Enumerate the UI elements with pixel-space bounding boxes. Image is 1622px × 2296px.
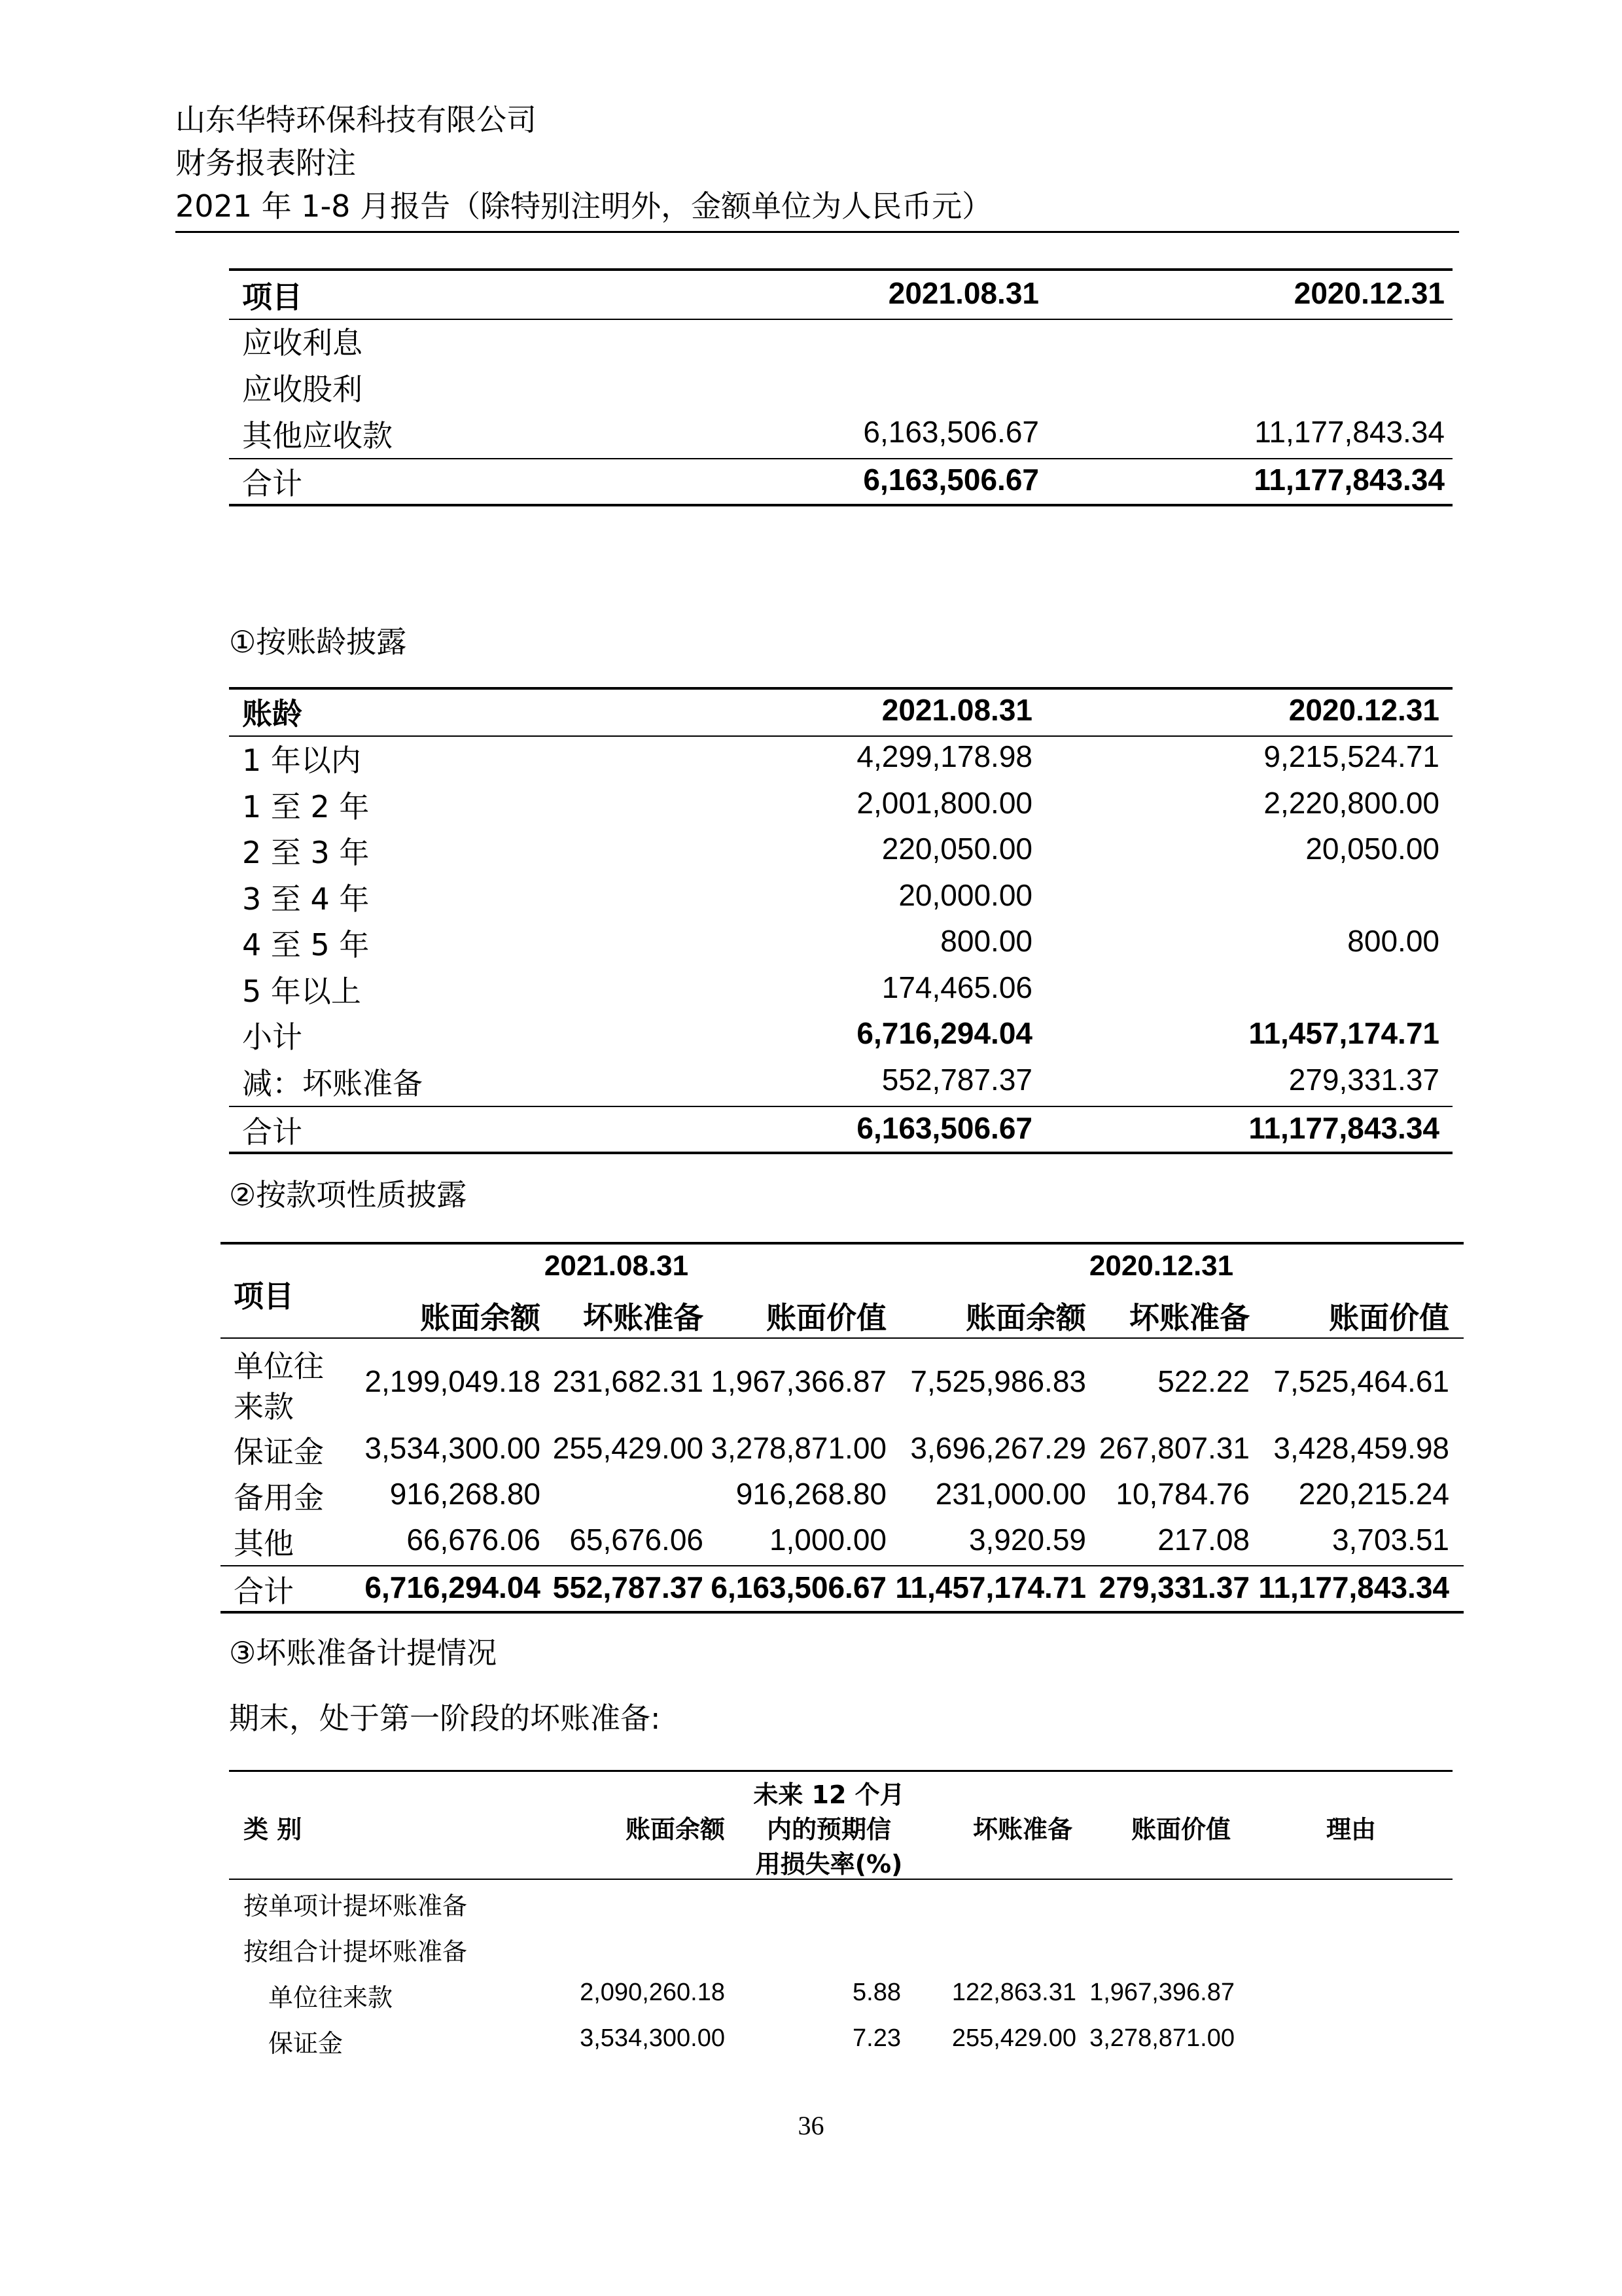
cell-value: 255,429.00	[951, 2024, 1076, 2052]
cell-value: 6,163,506.67	[863, 415, 1039, 449]
cell-value: 800.00	[940, 924, 1032, 958]
column-subheader: 坏账准备	[1129, 1300, 1250, 1335]
subtotal-value: 11,457,174.71	[1248, 1016, 1439, 1050]
cell-value: 255,429.00	[552, 1431, 703, 1465]
total-value: 11,177,843.34	[1258, 1570, 1449, 1604]
cell-value: 3,534,300.00	[580, 2024, 725, 2052]
column-header: 用损失率(%)	[755, 1850, 903, 1879]
cell-value: 122,863.31	[951, 1979, 1076, 2006]
cell-value: 2,220,800.00	[1263, 785, 1439, 820]
table-bottom-rule	[229, 1152, 1453, 1154]
aging-section-title: ①按账龄披露	[229, 624, 407, 660]
column-header: 账龄	[242, 696, 302, 732]
row-label: 单位往来款	[268, 1983, 393, 2012]
cell-value: 7,525,986.83	[910, 1364, 1086, 1398]
cell-value: 2,001,800.00	[856, 785, 1032, 820]
table-bottom-rule	[220, 1611, 1464, 1614]
total-label: 合计	[242, 1114, 302, 1150]
row-label: 按单项计提坏账准备	[243, 1892, 468, 1920]
cell-value: 1,967,366.87	[711, 1364, 887, 1398]
company-name: 山东华特环保科技有限公司	[175, 102, 537, 137]
column-subheader: 账面价值	[766, 1300, 887, 1335]
cell-value: 3,278,871.00	[711, 1431, 887, 1465]
cell-value: 66,676.06	[406, 1523, 540, 1557]
period-header: 2021.08.31	[544, 1250, 689, 1282]
cell-value: 20,000.00	[898, 877, 1032, 912]
aging-bucket-label: 2 至 3 年	[242, 835, 370, 870]
column-header: 未来 12 个月	[753, 1780, 905, 1809]
total-label: 合计	[242, 466, 302, 501]
cell-value: 2,199,049.18	[364, 1364, 540, 1398]
row-label: 备用金	[234, 1480, 324, 1515]
cell-value: 65,676.06	[569, 1523, 703, 1557]
cell-value: 174,465.06	[881, 970, 1032, 1004]
row-label: 按组合计提坏账准备	[243, 1937, 468, 1966]
row-label: 保证金	[234, 1434, 324, 1470]
column-subheader: 账面余额	[966, 1300, 1086, 1335]
subtotal-label: 小计	[242, 1019, 302, 1055]
header-rule	[220, 1337, 1464, 1339]
row-label: 其他应收款	[242, 418, 393, 453]
column-header: 2021.08.31	[881, 693, 1032, 727]
cell-value: 7.23	[853, 2024, 901, 2052]
total-value: 11,457,174.71	[895, 1570, 1086, 1604]
row-label: 应收股利	[242, 372, 362, 407]
cell-value: 5.88	[853, 1979, 901, 2006]
cell-value: 3,428,459.98	[1273, 1431, 1449, 1465]
aging-bucket-label: 3 至 4 年	[242, 881, 370, 917]
table-top-rule	[220, 1242, 1464, 1245]
cell-value: 3,920.59	[968, 1523, 1086, 1557]
subtotal-value: 6,716,294.04	[856, 1016, 1032, 1050]
column-header: 账面价值	[1131, 1815, 1231, 1844]
cell-value: 800.00	[1347, 924, 1439, 958]
column-header: 2020.12.31	[1294, 276, 1445, 310]
total-value: 552,787.37	[552, 1570, 703, 1604]
column-header: 2020.12.31	[1288, 693, 1439, 727]
row-label: 来款	[234, 1389, 294, 1424]
cell-value: 217.08	[1157, 1523, 1250, 1557]
cell-value: 220,050.00	[881, 832, 1032, 866]
row-label: 单位往	[234, 1349, 324, 1384]
cell-value: 1,967,396.87	[1089, 1979, 1235, 2006]
cell-value: 231,682.31	[552, 1364, 703, 1398]
total-value: 279,331.37	[1099, 1570, 1250, 1604]
cell-value: 3,278,871.00	[1089, 2024, 1235, 2052]
aging-bucket-label: 1 至 2 年	[242, 788, 370, 824]
cell-value: 3,534,300.00	[364, 1431, 540, 1465]
cell-value: 522.22	[1157, 1364, 1250, 1398]
column-header: 坏账准备	[972, 1815, 1072, 1844]
cell-value: 916,268.80	[389, 1477, 540, 1511]
column-subheader: 账面价值	[1329, 1300, 1449, 1335]
column-header: 账面余额	[625, 1815, 725, 1844]
aging-bucket-label: 4 至 5 年	[242, 927, 370, 963]
page-number: 36	[798, 2111, 824, 2140]
row-label: 其他	[234, 1526, 294, 1561]
column-subheader: 坏账准备	[583, 1300, 703, 1335]
header-rule	[175, 231, 1459, 233]
cell-value: 4,299,178.98	[856, 739, 1032, 773]
cell-value: 9,215,524.71	[1263, 739, 1439, 773]
cell-value: 916,268.80	[735, 1477, 887, 1511]
total-rule	[229, 458, 1453, 459]
period-header: 2020.12.31	[1089, 1250, 1234, 1282]
total-value: 6,716,294.04	[364, 1570, 540, 1604]
row-label: 保证金	[268, 2029, 344, 2058]
allowance-label: 减：坏账准备	[242, 1065, 423, 1101]
column-subheader: 账面余额	[420, 1300, 540, 1335]
aging-bucket-label: 5 年以上	[242, 973, 361, 1009]
cell-value: 10,784.76	[1116, 1477, 1250, 1511]
cell-value: 11,177,843.34	[1254, 415, 1445, 449]
cell-value: 220,215.24	[1298, 1477, 1449, 1511]
total-value: 6,163,506.67	[856, 1111, 1032, 1145]
cell-value: 3,696,267.29	[910, 1431, 1086, 1465]
column-header: 内的预期信	[766, 1815, 891, 1844]
column-header: 项目	[242, 279, 302, 315]
total-value: 11,177,843.34	[1254, 463, 1445, 497]
row-label: 应收利息	[242, 325, 362, 361]
column-header: 理由	[1326, 1815, 1376, 1844]
table-bottom-rule	[229, 504, 1453, 506]
total-value: 11,177,843.34	[1248, 1111, 1439, 1145]
aging-bucket-label: 1 年以内	[242, 743, 361, 778]
cell-value: 279,331.37	[1288, 1062, 1439, 1097]
cell-value: 20,050.00	[1305, 832, 1439, 866]
total-rule	[220, 1565, 1464, 1566]
cell-value: 3,703.51	[1331, 1523, 1449, 1557]
cell-value: 231,000.00	[935, 1477, 1086, 1511]
cell-value: 552,787.37	[881, 1062, 1032, 1097]
cell-value: 7,525,464.61	[1273, 1364, 1449, 1398]
cell-value: 267,807.31	[1099, 1431, 1250, 1465]
header-rule	[229, 319, 1453, 320]
total-label: 合计	[234, 1574, 294, 1609]
header-rule	[229, 735, 1453, 737]
allowance-section-title: ③坏账准备计提情况	[229, 1635, 497, 1670]
cell-value: 2,090,260.18	[580, 1979, 725, 2006]
column-header: 类 别	[243, 1815, 302, 1844]
column-header: 项目	[234, 1279, 294, 1314]
total-value: 6,163,506.67	[863, 463, 1039, 497]
page-header	[175, 98, 992, 228]
period-note: 2021 年 1-8 月报告（除特别注明外，金额单位为人民币元）	[175, 188, 993, 224]
total-value: 6,163,506.67	[711, 1570, 887, 1604]
total-rule	[229, 1106, 1453, 1107]
table-top-rule	[229, 268, 1453, 271]
column-header: 2021.08.31	[888, 276, 1039, 310]
nature-section-title: ②按款项性质披露	[229, 1177, 467, 1212]
table-top-rule	[229, 1770, 1453, 1772]
stage1-title: 期末，处于第一阶段的坏账准备:	[229, 1701, 661, 1736]
cell-value: 1,000.00	[769, 1523, 887, 1557]
table-top-rule	[229, 687, 1453, 690]
document-title: 财务报表附注	[175, 145, 356, 181]
header-rule	[229, 1879, 1453, 1880]
